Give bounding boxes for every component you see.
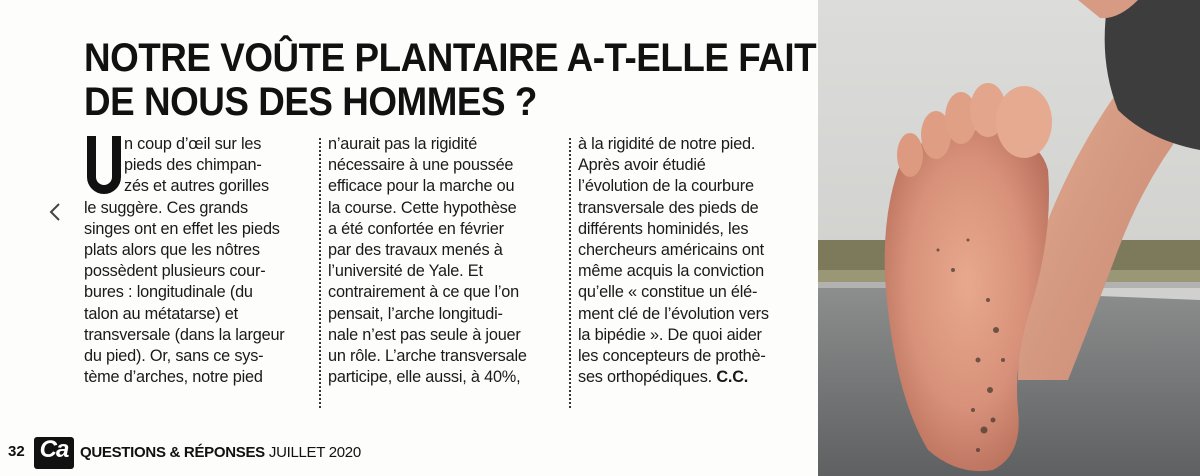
text-line: un rôle. L’arche transversale (328, 346, 527, 365)
closing-text: ses orthopédiques. (578, 368, 717, 387)
text-line: pieds des chimpan- (124, 156, 262, 175)
text-line: nécessaire à une poussée (328, 156, 514, 175)
text-line: du pied). Or, sans ce sys- (84, 346, 264, 365)
text-line: par des travaux menés à (328, 240, 503, 259)
text-line: a été confortée en février (328, 219, 504, 238)
text-line: le suggère. Ces grands (84, 198, 248, 217)
text-line: possèdent plusieurs cour- (84, 262, 266, 281)
article-title (84, 36, 817, 124)
text-line: Après avoir étudié (578, 156, 706, 175)
column-divider (319, 138, 321, 408)
text-line: bures : longitudinale (du (84, 283, 253, 302)
text-line: efficace pour la marche ou (328, 177, 515, 196)
author-signature: C.C. (716, 368, 749, 387)
text-line: transversale des pieds de (578, 198, 759, 217)
text-line: chercheurs américains ont (578, 240, 764, 259)
article-body (84, 134, 800, 419)
text-line: les concepteurs de prothè- (578, 346, 766, 365)
text-line: la bipédie ». De quoi aider (578, 325, 762, 344)
text-line: transversale (dans la largeur (84, 325, 285, 344)
magazine-logo (34, 437, 74, 469)
text-line: l’évolution de la courbure (578, 177, 754, 196)
title-part-2: A-T-ELLE FAIT (558, 36, 817, 80)
column-divider (569, 138, 571, 408)
text-line: l’université de Yale. Et (328, 262, 483, 281)
previous-page-arrow-icon[interactable] (48, 201, 66, 223)
magazine-name (80, 444, 361, 461)
logo-text: Ca (39, 436, 69, 463)
text-line: contrairement à ce que l’on (328, 283, 519, 302)
page-footer (6, 433, 426, 473)
column-2 (328, 134, 562, 419)
magazine-title: QUESTIONS & RÉPONSES (80, 444, 265, 461)
text-line: nale n’est pas seule à jouer (328, 325, 521, 344)
title-bold-part: VOÛTE PLANTAIRE (220, 36, 559, 80)
title-line-2: DE NOUS DES HOMMES ? (84, 80, 537, 124)
text-line: à la rigidité de notre pied. (578, 135, 756, 153)
text-line: différents hominidés, les (578, 219, 749, 238)
dropcap (84, 134, 124, 200)
column-3 (578, 134, 804, 419)
text-line: la course. Cette hypothèse (328, 198, 517, 217)
text-line: tème d’arches, notre pied (84, 368, 263, 387)
issue-date: JUILLET 2020 (268, 444, 361, 461)
text-line: n coup d’œil sur les (124, 135, 262, 153)
text-line: qu’elle « constitue un élé- (578, 283, 758, 302)
text-line: plats alors que les nôtres (84, 240, 260, 259)
column-1 (84, 134, 312, 419)
text-line: participe, elle aussi, à 40%, (328, 368, 521, 387)
text-line: zés et autres gorilles (124, 177, 269, 196)
page-number: 32 (8, 443, 25, 460)
title-line-1 (84, 36, 817, 80)
foot-sole-photo (818, 0, 1200, 476)
text-line (578, 367, 804, 388)
text-line: pensait, l’arche longitudi- (328, 304, 503, 323)
title-part-1: NOTRE (84, 36, 221, 80)
text-line: singes ont en effet les pieds (84, 219, 280, 238)
text-line: talon au métatarse) et (84, 304, 238, 323)
text-line: ment clé de l’évolution vers (578, 304, 769, 323)
text-line: même acquis la conviction (578, 262, 764, 281)
text-line: n’aurait pas la rigidité (328, 135, 478, 153)
